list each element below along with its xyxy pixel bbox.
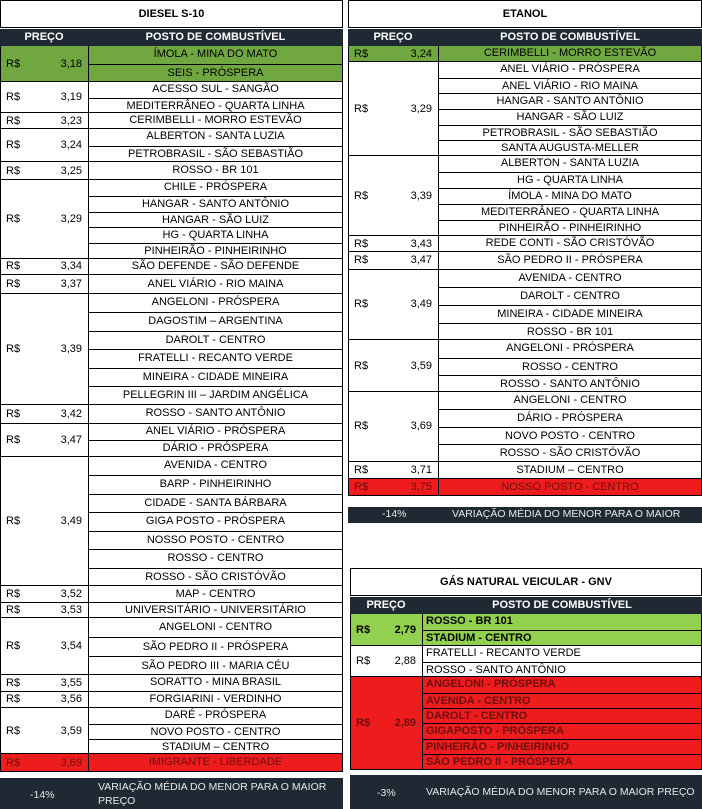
price-value: 3,49 [60, 514, 82, 527]
currency-label: R$ [354, 47, 369, 60]
station-name: MEDITERRÂNEO - QUARTA LINHA [439, 204, 701, 220]
station-name: ROSSO - CENTRO [439, 358, 701, 375]
station-name: DAROLT - CENTRO [439, 287, 701, 305]
station-name: HANGAR - SÃO LUIZ [89, 212, 342, 228]
diesel-price-cell [1, 692, 89, 708]
station-name: FRATELLI - RECANTO VERDE [426, 647, 581, 659]
gnv-title: GÁS NATURAL VEICULAR - GNV [350, 568, 702, 596]
currency-label: R$ [6, 433, 21, 446]
price-value: 3,69 [410, 420, 432, 433]
currency-label: R$ [6, 756, 21, 769]
station-name: ÍMOLA - MINA DO MATO [153, 48, 278, 60]
etanol-station-list [439, 270, 701, 340]
diesel-price-cell [1, 457, 89, 586]
station-name: SÃO PEDRO II - PRÓSPERA [423, 754, 701, 769]
diesel-price-cell [1, 180, 89, 258]
etanol-price-cell [349, 46, 439, 61]
price-value: 3,24 [60, 139, 82, 151]
diesel-station-list [89, 275, 342, 293]
currency-label: R$ [6, 139, 21, 151]
diesel-col-price: PREÇO [24, 31, 64, 43]
etanol-price-group [348, 46, 702, 62]
price-value: 3,47 [60, 433, 82, 446]
etanol-price-cell [349, 479, 439, 495]
station-name: SÃO DEFENDE - SÃO DEFENDE [131, 260, 300, 272]
station-name: NOVO POSTO - CENTRO [439, 427, 701, 444]
gnv-station-list [423, 677, 701, 768]
etanol-station-list [439, 252, 701, 269]
diesel-station-list [89, 162, 342, 179]
diesel-price-cell [1, 113, 89, 128]
station-name: ROSSO - SANTO ANTÔNIO [439, 375, 701, 392]
station-name: CERIMBELLI - MORRO ESTEVÃO [483, 47, 657, 59]
diesel-price-cell [1, 275, 89, 293]
currency-label: R$ [6, 114, 21, 127]
price-value: 3,53 [60, 604, 82, 617]
diesel-price-cell [1, 675, 89, 690]
diesel-station-list [89, 113, 342, 128]
diesel-price-cell [1, 603, 89, 617]
price-value: 3,59 [60, 724, 82, 737]
diesel-price-cell [1, 46, 89, 81]
gnv-footer-pct: -3% [377, 787, 396, 799]
diesel-price-group [0, 259, 343, 275]
etanol-station-list [439, 462, 701, 478]
etanol-station-list [439, 479, 701, 495]
station-name: PINHEIRÃO - PINHEIRINHO [89, 243, 342, 259]
etanol-price-cell [349, 392, 439, 461]
diesel-footer-text: VARIAÇÃO MÉDIA DO MENOR PARA O MAIOR PREÇO [98, 781, 327, 807]
etanol-price-cell [349, 62, 439, 155]
price-value: 3,59 [410, 359, 432, 372]
station-name: HG - QUARTA LINHA [439, 172, 701, 188]
station-name: SÃO PEDRO III - MARIA CÉU [89, 656, 342, 675]
price-value: 3,25 [60, 164, 82, 177]
currency-label: R$ [6, 91, 21, 104]
station-name: ÍMOLA - MINA DO MATO [439, 188, 701, 204]
diesel-price-cell [1, 294, 89, 404]
price-value: 3,42 [60, 407, 82, 420]
etanol-price-cell [349, 252, 439, 269]
etanol-footer [348, 507, 702, 523]
station-name: STADIUM – CENTRO [89, 739, 342, 754]
price-value: 3,23 [60, 114, 82, 127]
station-name: ANGELONI - PRÓSPERA [506, 342, 634, 355]
station-name: ROSSO - SÃO CRISTÓVÃO [439, 444, 701, 461]
diesel-price-cell [1, 405, 89, 423]
price-value: 3,54 [60, 640, 82, 653]
gnv-station-list [423, 646, 701, 676]
diesel-price-cell [1, 586, 89, 602]
diesel-station-list [89, 180, 342, 258]
station-name: ROSSO - SÃO CRISTÓVÃO [89, 568, 342, 587]
diesel-price-group [0, 46, 343, 82]
etanol-price-group [348, 340, 702, 392]
etanol-header [348, 29, 702, 46]
currency-label: R$ [354, 463, 369, 476]
diesel-price-cell [1, 708, 89, 753]
etanol-col-price: PREÇO [373, 31, 413, 43]
station-name: HANGAR - SANTO ANTÔNIO [89, 196, 342, 212]
diesel-price-group [0, 708, 343, 754]
diesel-price-group [0, 294, 343, 405]
currency-label: R$ [6, 407, 21, 420]
station-name: REDE CONTI - SÃO CRISTÓVÃO [485, 237, 655, 250]
currency-label: R$ [6, 640, 21, 653]
diesel-station-list [89, 129, 342, 161]
diesel-price-cell [1, 618, 89, 674]
currency-label: R$ [6, 588, 21, 601]
station-name: MEDITERRÂNEO - QUARTA LINHA [89, 98, 342, 114]
gnv-price-cell [351, 677, 423, 768]
price-value: 3,43 [410, 237, 432, 250]
etanol-station-list [439, 392, 701, 461]
station-name: MINEIRA - CIDADE MINEIRA [89, 368, 342, 387]
station-name: ANGELONI - CENTRO [513, 394, 627, 406]
station-name: DAROLT - CENTRO [423, 708, 701, 723]
station-name: DARÉ - PRÓSPERA [164, 709, 267, 722]
diesel-price-cell [1, 259, 89, 274]
diesel-price-group [0, 162, 343, 180]
etanol-price-group [348, 62, 702, 156]
station-name: ANGELONI - PRÓSPERA [151, 295, 280, 308]
diesel-price-group [0, 424, 343, 457]
price-value: 3,69 [60, 756, 82, 769]
station-name: ANGELONI - CENTRO [158, 621, 273, 634]
diesel-station-list [89, 424, 342, 456]
price-value: 3,19 [60, 91, 82, 104]
currency-label: R$ [6, 277, 21, 290]
gnv-table [350, 568, 702, 809]
etanol-station-list [439, 46, 701, 61]
station-name: PELLEGRIN III – JARDIM ANGÉLICA [89, 386, 342, 405]
station-name: STADIUM - CENTRO [423, 630, 701, 646]
etanol-price-group [348, 479, 702, 496]
station-name: AVENIDA - CENTRO [518, 271, 622, 284]
diesel-price-group [0, 618, 343, 675]
station-name: DÁRIO - PRÓSPERA [89, 440, 342, 457]
etanol-price-cell [349, 340, 439, 391]
diesel-station-list [89, 708, 342, 753]
diesel-price-group [0, 82, 343, 113]
currency-label: R$ [6, 724, 21, 737]
price-value: 2,89 [394, 716, 416, 729]
station-name: ROSSO - BR 101 [172, 164, 259, 176]
gnv-footer [350, 775, 702, 809]
station-name: GIGAPOSTO - PRÓSPERA [423, 723, 701, 738]
gnv-price-cell [351, 614, 423, 645]
etanol-table [348, 0, 702, 523]
currency-label: R$ [6, 260, 21, 273]
station-name: ANEL VIÁRIO - RIO MAINA [147, 277, 284, 290]
station-name: NOSSO POSTO - CENTRO [89, 531, 342, 550]
station-name: FRATELLI - RECANTO VERDE [89, 349, 342, 368]
station-name: ANGELONI - PRÓSPERA [426, 678, 556, 691]
price-value: 2,79 [394, 623, 416, 636]
diesel-station-list [89, 603, 342, 617]
diesel-footer-pct: -14% [30, 789, 55, 801]
station-name: NOSSO POSTO - CENTRO [501, 480, 639, 493]
currency-label: R$ [6, 213, 21, 225]
diesel-price-cell [1, 82, 89, 112]
etanol-station-list [439, 62, 701, 155]
station-name: PINHEIRÃO - PINHEIRINHO [423, 739, 701, 754]
gnv-price-cell [351, 646, 423, 676]
price-value: 3,29 [60, 213, 82, 225]
diesel-header [0, 29, 343, 46]
etanol-price-cell [349, 270, 439, 340]
station-name: ANEL VIÁRIO - PRÓSPERA [145, 424, 286, 437]
station-name: CIDADE - SANTA BÁRBARA [89, 494, 342, 513]
station-name: DÁRIO - PRÓSPERA [439, 409, 701, 426]
gnv-header [350, 597, 702, 614]
station-name: STADIUM – CENTRO [516, 463, 624, 476]
price-value: 3,34 [60, 260, 82, 273]
currency-label: R$ [6, 57, 21, 70]
diesel-station-list [89, 46, 342, 81]
currency-label: R$ [354, 189, 369, 202]
diesel-price-group [0, 754, 343, 772]
diesel-price-group [0, 675, 343, 691]
etanol-footer-text: VARIAÇÃO MÉDIA DO MENOR PARA O MAIOR [452, 508, 681, 520]
diesel-price-cell [1, 424, 89, 456]
price-value: 3,56 [60, 693, 82, 706]
station-name: DAROLT - CENTRO [89, 331, 342, 350]
etanol-station-list [439, 236, 701, 251]
station-name: HG - QUARTA LINHA [89, 227, 342, 243]
etanol-title: ETANOL [348, 0, 702, 28]
diesel-price-cell [1, 129, 89, 161]
currency-label: R$ [6, 514, 21, 527]
station-name: ROSSO - BR 101 [439, 323, 701, 341]
etanol-price-cell [349, 156, 439, 235]
station-name: HANGAR - SANTO ANTÔNIO [439, 93, 701, 109]
diesel-price-cell [1, 754, 89, 771]
diesel-station-list [89, 259, 342, 274]
currency-label: R$ [354, 359, 369, 372]
gnv-price-group [350, 614, 702, 646]
diesel-station-list [89, 586, 342, 602]
diesel-station-list [89, 457, 342, 586]
station-name: PETROBRASIL - SÃO SEBASTIÃO [89, 146, 342, 163]
diesel-title: DIESEL S-10 [0, 0, 343, 28]
etanol-price-cell [349, 462, 439, 478]
price-value: 3,75 [410, 480, 432, 493]
station-name: BARP - PINHEIRINHO [89, 475, 342, 494]
diesel-col-station: POSTO DE COMBUSTÍVEL [145, 31, 286, 43]
etanol-price-group [348, 462, 702, 479]
station-name: GIGA POSTO - PRÓSPERA [89, 512, 342, 531]
price-value: 3,39 [60, 342, 82, 355]
station-name: UNIVERSITÁRIO - UNIVERSITÁRIO [125, 604, 306, 617]
station-name: ACESSO SUL - SANGÃO [152, 83, 279, 95]
station-name: ROSSO - CENTRO [89, 549, 342, 568]
station-name: DAGOSTIM – ARGENTINA [89, 312, 342, 331]
station-name: SEIS - PRÓSPERA [89, 64, 342, 82]
station-name: PINHEIRÃO - PINHEIRINHO [439, 220, 701, 236]
price-value: 3,39 [410, 189, 432, 202]
currency-label: R$ [356, 655, 371, 668]
diesel-price-group [0, 586, 343, 603]
currency-label: R$ [354, 298, 369, 311]
price-value: 3,71 [410, 463, 432, 476]
diesel-price-group [0, 603, 343, 618]
currency-label: R$ [354, 254, 369, 267]
station-name: AVENIDA - CENTRO [423, 693, 701, 708]
station-name: ROSSO - SANTO ANTÔNIO [145, 406, 286, 419]
station-name: HANGAR - SÃO LUIZ [439, 109, 701, 125]
station-name: NOVO POSTO - CENTRO [89, 724, 342, 739]
station-name: FORGIARINI - VERDINHO [149, 692, 282, 705]
currency-label: R$ [6, 342, 21, 355]
station-name: ROSSO - BR 101 [426, 615, 513, 627]
station-name: ALBERTON - SANTA LUZIA [500, 157, 640, 170]
diesel-footer [0, 778, 343, 809]
price-value: 3,29 [410, 102, 432, 115]
diesel-price-group [0, 405, 343, 424]
diesel-station-list [89, 675, 342, 690]
diesel-price-cell [1, 162, 89, 179]
price-value: 3,47 [410, 254, 432, 267]
gnv-col-station: POSTO DE COMBUSTÍVEL [492, 599, 632, 611]
station-name: MAP - CENTRO [175, 588, 256, 601]
etanol-price-group [348, 252, 702, 270]
diesel-price-group [0, 113, 343, 129]
station-name: SANTA AUGUSTA-MELLER [439, 140, 701, 156]
currency-label: R$ [354, 102, 369, 115]
currency-label: R$ [354, 480, 369, 493]
etanol-price-group [348, 156, 702, 236]
station-name: SÃO PEDRO II - PRÓSPERA [89, 637, 342, 656]
station-name: ANEL VIÁRIO - RIO MAINA [439, 78, 701, 94]
currency-label: R$ [6, 676, 21, 689]
diesel-station-list [89, 692, 342, 708]
station-name: ALBERTON - SANTA LUZIA [146, 130, 285, 142]
currency-label: R$ [6, 604, 21, 617]
station-name: CERIMBELLI - MORRO ESTEVÃO [129, 114, 302, 127]
diesel-price-group [0, 275, 343, 294]
price-value: 3,55 [60, 676, 82, 689]
diesel-station-list [89, 754, 342, 771]
etanol-price-group [348, 236, 702, 252]
price-value: 3,37 [60, 277, 82, 290]
currency-label: R$ [354, 420, 369, 433]
etanol-price-cell [349, 236, 439, 251]
station-name: PETROBRASIL - SÃO SEBASTIÃO [439, 125, 701, 141]
gnv-station-list [423, 614, 701, 645]
station-name: IMIGRANTE - LIBERDADE [148, 756, 283, 769]
diesel-price-group [0, 180, 343, 259]
etanol-price-group [348, 270, 702, 341]
price-value: 3,18 [60, 57, 82, 70]
station-name: SORATTO - MINA BRASIL [149, 676, 281, 689]
etanol-col-station: POSTO DE COMBUSTÍVEL [500, 31, 640, 43]
station-name: ROSSO - SANTO ANTÔNIO [423, 662, 701, 678]
etanol-station-list [439, 340, 701, 391]
diesel-station-list [89, 405, 342, 423]
etanol-footer-pct: -14% [382, 508, 407, 520]
gnv-price-group [350, 646, 702, 677]
gnv-footer-text: VARIAÇÃO MÉDIA DO MENOR PARA O MAIOR PREÇO [426, 786, 695, 798]
etanol-station-list [439, 156, 701, 235]
price-value: 3,52 [60, 588, 82, 601]
gnv-price-group [350, 677, 702, 769]
currency-label: R$ [354, 237, 369, 250]
diesel-station-list [89, 294, 342, 404]
station-name: MINEIRA - CIDADE MINEIRA [439, 305, 701, 323]
currency-label: R$ [6, 164, 21, 177]
diesel-price-group [0, 129, 343, 162]
station-name: SÃO PEDRO II - PRÓSPERA [497, 253, 643, 266]
etanol-price-group [348, 392, 702, 462]
station-name: CHILE - PRÓSPERA [163, 181, 268, 193]
currency-label: R$ [6, 693, 21, 706]
diesel-table [0, 0, 343, 809]
currency-label: R$ [356, 623, 371, 636]
price-value: 2,88 [394, 655, 416, 668]
diesel-price-group [0, 457, 343, 587]
station-name: AVENIDA - CENTRO [163, 458, 268, 471]
price-value: 3,24 [410, 47, 432, 60]
gnv-col-price: PREÇO [366, 599, 406, 611]
diesel-price-group [0, 692, 343, 709]
diesel-station-list [89, 618, 342, 674]
station-name: ANEL VIÁRIO - PRÓSPERA [500, 63, 640, 75]
diesel-station-list [89, 82, 342, 112]
currency-label: R$ [356, 716, 371, 729]
price-value: 3,49 [410, 298, 432, 311]
